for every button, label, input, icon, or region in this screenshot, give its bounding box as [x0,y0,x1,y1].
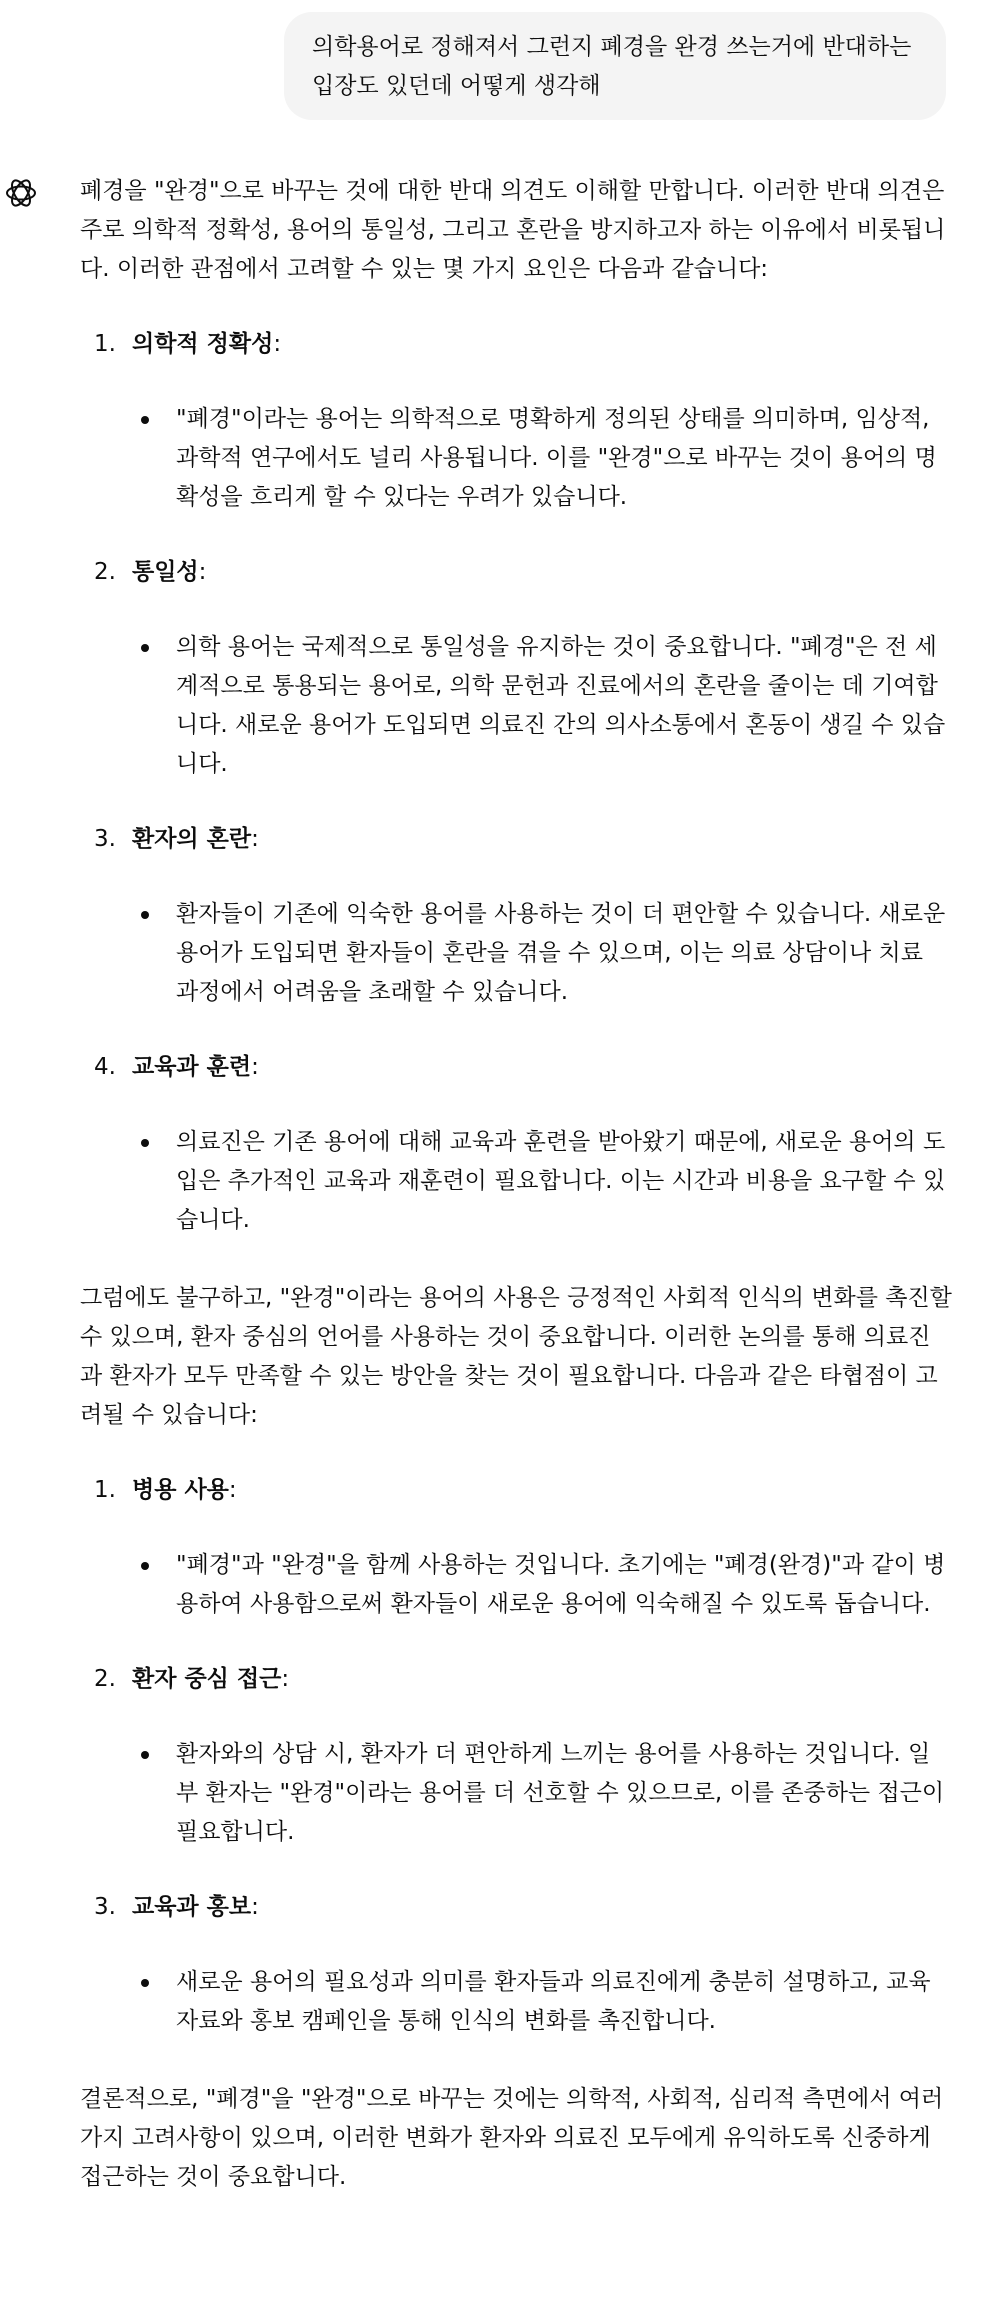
bullet-text: 환자들이 기존에 익숙한 용어를 사용하는 것이 더 편안할 수 있습니다. 새로운 용어가 도입되면 환자들이 혼란을 겪을 수 있으며, 이는 의료 상담이나 치료 과정에서 어려움을 초래할 수 있습니다. [80,895,952,1012]
assistant-message [80,172,952,2197]
item-title: 병용 사용 [132,1477,229,1503]
bullet-text: 의학 용어는 국제적으로 통일성을 유지하는 것이 중요합니다. "폐경"은 전 세계적으로 통용되는 용어로, 의학 문헌과 진료에서의 혼란을 줄이는 데 기여합니다. 새로운 용어가 도입되면 의료진 간의 의사소통에서 혼동이 생길 수 있습니다. [80,628,952,784]
bullet-text: 의료진은 기존 용어에 대해 교육과 훈련을 받아왔기 때문에, 새로운 용어의 도입은 추가적인 교육과 재훈련이 필요합니다. 이는 시간과 비용을 요구할 수 있습니다. [80,1123,952,1240]
list-item: 2. 통일성: 의학 용어는 국제적으로 통일성을 유지하는 것이 중요합니다. "폐경"은 전 세계적으로 통용되는 용어로, 의학 문헌과 진료에서의 혼란을 줄이는 데 기여합니다. 새로운 용어가 도입되면 의료진 간의 의사소통에서 혼동이 생길 수 있습니다. [80,553,952,784]
concerns-list [80,325,952,1240]
intro-paragraph: 폐경을 "완경"으로 바꾸는 것에 대한 반대 의견도 이해할 만합니다. 이러한 반대 의견은 주로 의학적 정확성, 용어의 통일성, 그리고 혼란을 방지하고자 하는 이유에서 비롯됩니다. 이러한 관점에서 고려할 수 있는 몇 가지 요인은 다음과 같습니다: [80,178,946,282]
bullet-text: 새로운 용어의 필요성과 의미를 환자들과 의료진에게 충분히 설명하고, 교육 자료와 홍보 캠페인을 통해 인식의 변화를 촉진합니다. [80,1963,952,2041]
item-title: 교육과 홍보 [132,1894,252,1920]
conclusion-paragraph: 결론적으로, "폐경"을 "완경"으로 바꾸는 것에는 의학적, 사회적, 심리적 측면에서 여러 가지 고려사항이 있으며, 이러한 변화가 환자와 의료진 모두에게 유익하도록 신중하게 접근하는 것이 중요합니다. [80,2086,944,2190]
item-title: 통일성 [132,559,199,585]
bullet-text: "폐경"이라는 용어는 의학적으로 명확하게 정의된 상태를 의미하며, 임상적, 과학적 연구에서도 널리 사용됩니다. 이를 "완경"으로 바꾸는 것이 용어의 명확성을 흐리게 할 수 있다는 우려가 있습니다. [80,400,952,517]
user-message-text: 의학용어로 정해져서 그런지 폐경을 완경 쓰는거에 반대하는 입장도 있던데 어떻게 생각해 [312,34,912,99]
item-title: 의학적 정확성 [132,331,274,357]
compromises-list [80,1471,952,2041]
list-item: 3. 환자의 혼란: 환자들이 기존에 익숙한 용어를 사용하는 것이 더 편안할 수 있습니다. 새로운 용어가 도입되면 환자들이 혼란을 겪을 수 있으며, 이는 의료 상담이나 치료 과정에서 어려움을 초래할 수 있습니다. [80,820,952,1012]
bullet-text: 환자와의 상담 시, 환자가 더 편안하게 느끼는 용어를 사용하는 것입니다. 일부 환자는 "완경"이라는 용어를 더 선호할 수 있으므로, 이를 존중하는 접근이 필요합니다. [80,1735,952,1852]
list-item: 1. 의학적 정확성: "폐경"이라는 용어는 의학적으로 명확하게 정의된 상태를 의미하며, 임상적, 과학적 연구에서도 널리 사용됩니다. 이를 "완경"으로 바꾸는 것이 용어의 명확성을 흐리게 할 수 있다는 우려가 있습니다. [80,325,952,517]
list-item: 1. 병용 사용: "폐경"과 "완경"을 함께 사용하는 것입니다. 초기에는 "폐경(완경)"과 같이 병용하여 사용함으로써 환자들이 새로운 용어에 익숙해질 수 있도록 돕습니다. [80,1471,952,1624]
item-title: 교육과 훈련 [132,1054,252,1080]
item-title: 환자 중심 접근 [132,1666,282,1692]
chatgpt-logo-icon [4,176,38,210]
list-item: 3. 교육과 홍보: 새로운 용어의 필요성과 의미를 환자들과 의료진에게 충분히 설명하고, 교육 자료와 홍보 캠페인을 통해 인식의 변화를 촉진합니다. [80,1888,952,2041]
item-title: 환자의 혼란 [132,826,252,852]
list-item: 2. 환자 중심 접근: 환자와의 상담 시, 환자가 더 편안하게 느끼는 용어를 사용하는 것입니다. 일부 환자는 "완경"이라는 용어를 더 선호할 수 있으므로, 이를 존중하는 접근이 필요합니다. [80,1660,952,1852]
middle-paragraph: 그럼에도 불구하고, "완경"이라는 용어의 사용은 긍정적인 사회적 인식의 변화를 촉진할 수 있으며, 환자 중심의 언어를 사용하는 것이 중요합니다. 이러한 논의를 통해 의료진과 환자가 모두 만족할 수 있는 방안을 찾는 것이 필요합니다. 다음과 같은 타협점이 고려될 수 있습니다: [80,1285,952,1428]
list-item: 4. 교육과 훈련: 의료진은 기존 용어에 대해 교육과 훈련을 받아왔기 때문에, 새로운 용어의 도입은 추가적인 교육과 재훈련이 필요합니다. 이는 시간과 비용을 요구할 수 있습니다. [80,1048,952,1240]
bullet-text: "폐경"과 "완경"을 함께 사용하는 것입니다. 초기에는 "폐경(완경)"과 같이 병용하여 사용함으로써 환자들이 새로운 용어에 익숙해질 수 있도록 돕습니다. [80,1546,952,1624]
user-message-bubble [284,12,946,120]
